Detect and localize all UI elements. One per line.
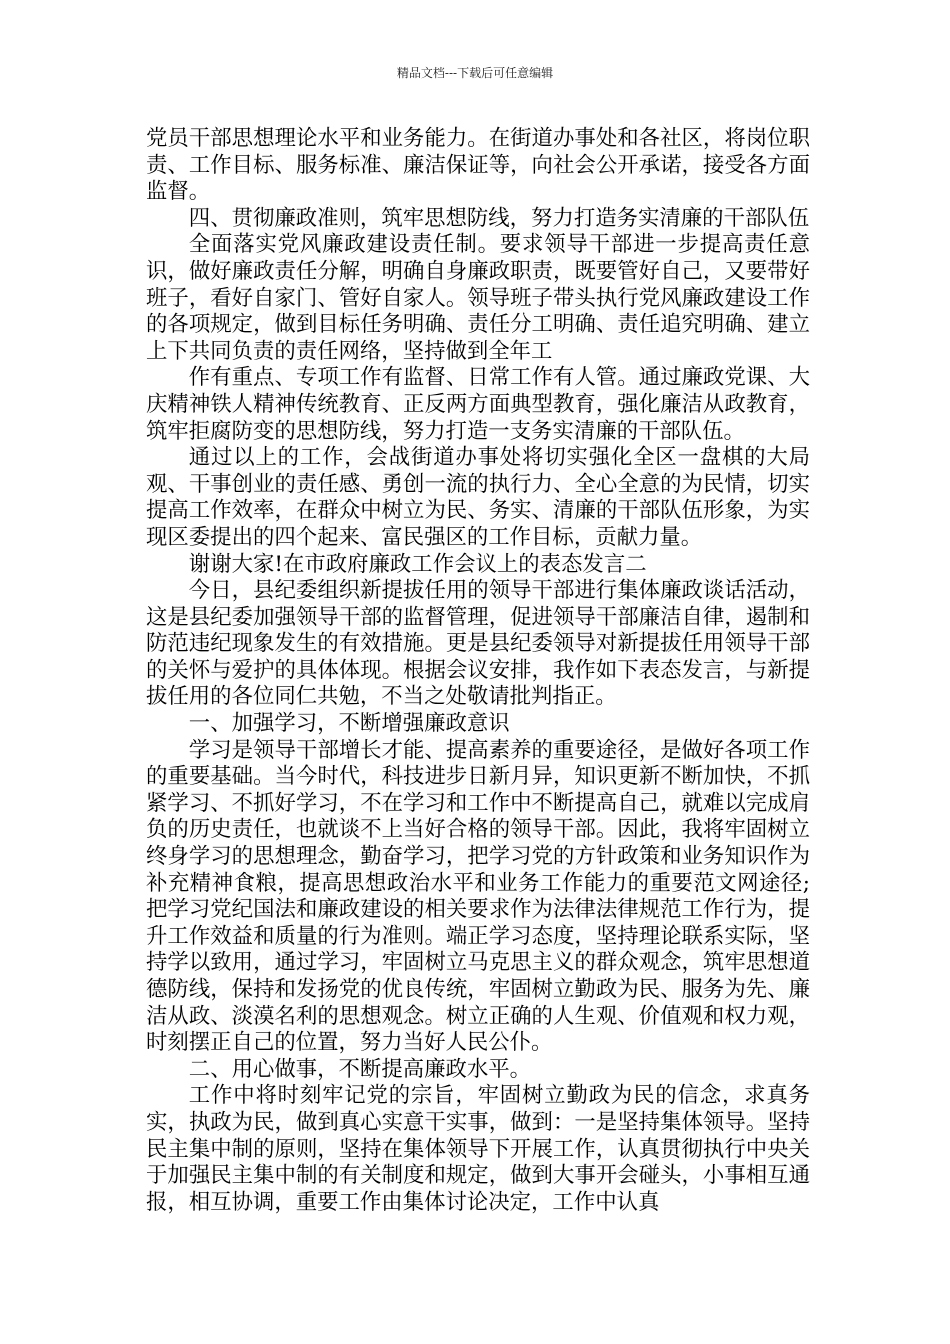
paragraph: 通过以上的工作，会战街道办事处将切实强化全区一盘棋的大局观、干事创业的责任感、勇创一流的执行力、全心全意的为民情，切实提高工作效率，在群众中树立为民、务实、清廉的干部队伍形象，为实现区委提出的四个起来、富民强区的工作目标，贡献力量。: [146, 445, 810, 550]
section-heading-2: 二、用心做事，不断提高廉政水平。: [188, 1056, 532, 1082]
section-heading-4: 四、贯彻廉政准则，筑牢思想防线，努力打造务实清廉的干部队伍: [188, 205, 810, 231]
paragraph-continuation: 党员干部思想理论水平和业务能力。在街道办事处和各社区，将岗位职责、工作目标、服务标准、廉洁保证等，向社会公开承诺，接受各方面监督。: [146, 126, 810, 205]
paragraph: 工作中将时刻牢记党的宗旨，牢固树立勤政为民的信念，求真务实，执政为民，做到真心实意干实事，做到：一是坚持集体领导。坚持民主集中制的原则，坚持在集体领导下开展工作，认真贯彻执行中央关于加强民主集中制的有关制度和规定，做到大事开会碰头，小事相互通报，相互协调，重要工作由集体讨论决定，工作中认真: [146, 1083, 810, 1215]
document-body: [146, 126, 810, 1216]
paragraph: 今日，县纪委组织新提拔任用的领导干部进行集体廉政谈话活动，这是县纪委加强领导干部的监督管理，促进领导干部廉洁自律，遏制和防范违纪现象发生的有效措施。更是县纪委领导对新提拔任用领导干部的关怀与爱护的具体体现。根据会议安排，我作如下表态发言，与新提拔任用的各位同仁共勉，不当之处敬请批判指正。: [146, 578, 810, 710]
section-heading-1: 一、加强学习，不断增强廉政意识: [188, 711, 510, 737]
speech-title-line: 谢谢大家!在市政府廉政工作会议上的表态发言二: [188, 551, 647, 577]
paragraph: 作有重点、专项工作有监督、日常工作有人管。通过廉政党课、大庆精神铁人精神传统教育、正反两方面典型教育，强化廉洁从政教育，筑牢拒腐防变的思想防线，努力打造一支务实清廉的干部队伍。: [146, 365, 810, 444]
page-header: 精品文档---下载后可任意编辑: [396, 66, 554, 80]
paragraph: 学习是领导干部增长才能、提高素养的重要途径，是做好各项工作的重要基础。当今时代，科技进步日新月异，知识更新不断加快，不抓紧学习、不抓好学习，不在学习和工作中不断提高自己，就难以完成肩负的历史责任，也就谈不上当好合格的领导干部。因此，我将牢固树立终身学习的思想理念，勤奋学习，把学习党的方针政策和业务知识作为补充精神食粮，提高思想政治水平和业务工作能力的重要范文网途径;把学习党纪国法和廉政建设的相关要求作为法律法律规范工作行为，提升工作效益和质量的行为准则。端正学习态度，坚持理论联系实际，坚持学以致用，通过学习，牢固树立马克思主义的群众观念，筑牢思想道德防线，保持和发扬党的优良传统，牢固树立勤政为民、服务为先、廉洁从政、淡漠名利的思想观念。树立正确的人生观、价值观和权力观，时刻摆正自己的位置，努力当好人民公仆。: [146, 737, 810, 1056]
paragraph: 全面落实党风廉政建设责任制。要求领导干部进一步提高责任意识，做好廉政责任分解，明确自身廉政职责，既要管好自己，又要带好班子，看好自家门、管好自家人。领导班子带头执行党风廉政建设工作的各项规定，做到目标任务明确、责任分工明确、责任追究明确、建立上下共同负责的责任网络，坚持做到全年工: [146, 232, 810, 364]
